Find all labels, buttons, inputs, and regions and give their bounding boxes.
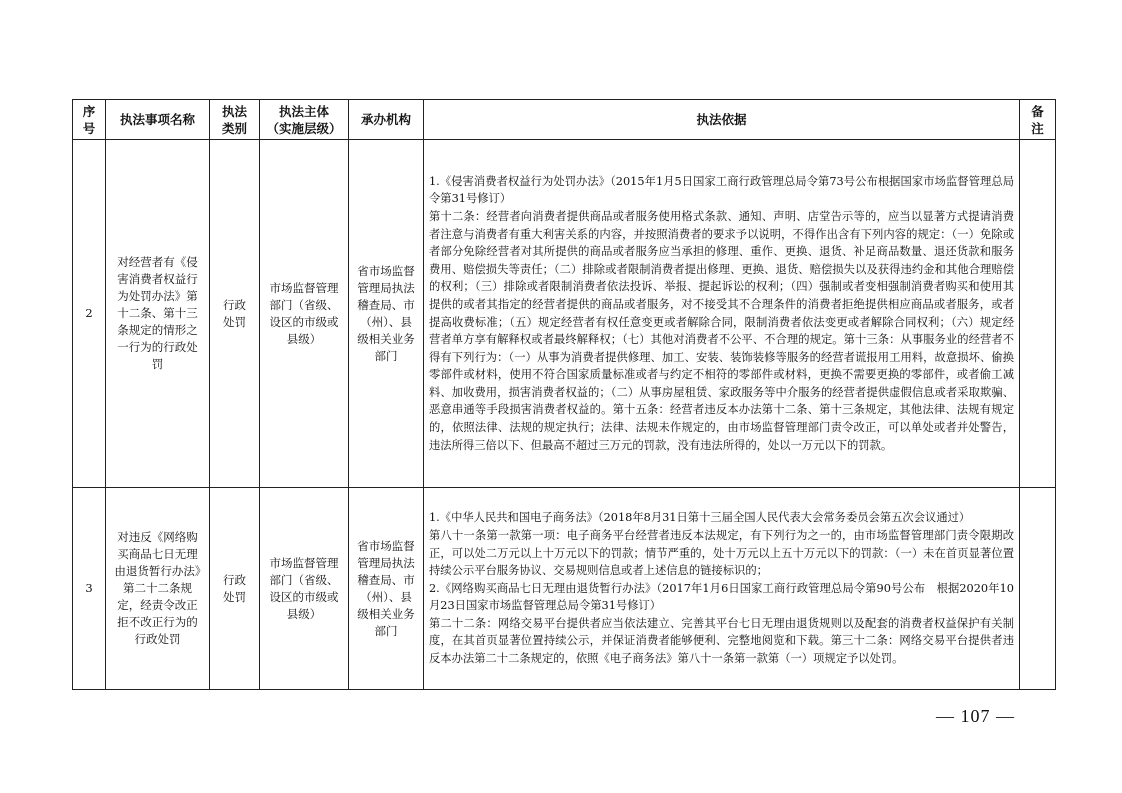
row-name: 对经营者有《侵害消费者权益行为处罚办法》第十二条、第十三条规定的情形之一行为的行政处罚 bbox=[106, 140, 210, 488]
header-type: 执法 类别 bbox=[210, 100, 260, 140]
page-number: — 107 — bbox=[936, 706, 1015, 726]
row-type: 行政处罚 bbox=[210, 140, 260, 488]
row-subject: 市场监督管理部门（省级、设区的市级或县级） bbox=[260, 488, 349, 690]
row-note bbox=[1020, 488, 1056, 690]
row-seq: 3 bbox=[73, 488, 106, 690]
header-row bbox=[73, 100, 1056, 140]
row-type: 行政处罚 bbox=[210, 488, 260, 690]
header-basis: 执法依据 bbox=[424, 100, 1020, 140]
enforcement-table bbox=[72, 99, 1056, 690]
basis-paragraph: 第十二条：经营者向消费者提供商品或者服务使用格式条款、通知、声明、店堂告示等的，应当以显著方式提请消费者注意与消费者有重大利害关系的内容，并按照消费者的要求予以说明，不得作出含有下列内容的规定：（一）免除或者部分免除经营者对其所提供的商品或者服务应当承担的修理、重作、更换、退货、补足商品数量、退还货款和服务费用、赔偿损失等责任；（二）排除或者限制消费者提出修理、更换、退货、赔偿损失以及获得违约金和其他合理赔偿的权利；（三）排除或者限制消费者依法投诉、举报、提起诉讼的权利；（四）强制或者变相强制消费者购买和使用其提供的或者其指定的经营者提供的商品或者服务，对不接受其不合理条件的消费者拒绝提供相应商品或者服务，或者提高收费标准；（五）规定经营者有权任意变更或者解除合同，限制消费者依法变更或者解除合同权利；（六）规定经营者单方享有解释权或者最终解释权；（七）其他对消费者不公平、不合理的规定。第十三条：从事服务业的经营者不得有下列行为：（一）从事为消费者提供修理、加工、安装、装饰装修等服务的经营者谎报用工用料，故意损坏、偷换零部件或材料，使用不符合国家质量标准或者与约定不相符的零部件或材料，更换不需要更换的零部件，或者偷工减料、加收费用，损害消费者权益的；（二）从事房屋租赁、家政服务等中介服务的经营者提供虚假信息或者采取欺骗、恶意串通等手段损害消费者权益的。第十五条：经营者违反本办法第十二条、第十三条规定，其他法律、法规有规定的，依照法律、法规的规定执行；法律、法规未作规定的，由市场监督管理部门责令改正，可以单处或者并处警告，违法所得三倍以下、但最高不超过三万元的罚款，没有违法所得的，处以一万元以下的罚款。 bbox=[429, 209, 1014, 452]
header-seq: 序 号 bbox=[73, 100, 106, 140]
table-row bbox=[73, 140, 1056, 488]
header-subject: 执法主体 （实施层级） bbox=[260, 100, 349, 140]
header-name: 执法事项名称 bbox=[106, 100, 210, 140]
basis-paragraph: 第八十一条第一款第一项：电子商务平台经营者违反本法规定，有下列行为之一的，由市场监督管理部门责令限期改正，可以处二万元以上十万元以下的罚款；情节严重的，处十万元以上五十万元以下的罚款：（一）未在首页显著位置持续公示平台服务协议、交易规则信息或者上述信息的链接标识的； bbox=[429, 528, 1014, 578]
row-subject: 市场监督管理部门（省级、设区的市级或县级） bbox=[260, 140, 349, 488]
header-agency: 承办机构 bbox=[349, 100, 424, 140]
basis-paragraph: 1.《侵害消费者权益行为处罚办法》（2015年1月5日国家工商行政管理总局令第73号公布根据国家市场监督管理总局令第31号修订） bbox=[429, 174, 1014, 206]
row-note bbox=[1020, 140, 1056, 488]
row-basis bbox=[424, 140, 1020, 488]
basis-paragraph: 第二十二条：网络交易平台提供者应当依法建立、完善其平台七日无理由退货规则以及配套的消费者权益保护有关制度，在其首页显著位置持续公示，并保证消费者能够便利、完整地阅览和下载。第三十二条：网络交易平台提供者违反本办法第二十二条规定的，依照《电子商务法》第八十一条第一款第（一）项规定予以处罚。 bbox=[429, 616, 1014, 666]
row-agency: 省市场监督管理局执法稽查局、市（州）、县级相关业务部门 bbox=[349, 488, 424, 690]
header-note: 备 注 bbox=[1020, 100, 1056, 140]
basis-paragraph: 1.《中华人民共和国电子商务法》（2018年8月31日第十三届全国人民代表大会常务委员会第五次会议通过） bbox=[429, 511, 971, 525]
row-name: 对违反《网络购买商品七日无理由退货暂行办法》第二十二条规定，经责令改正拒不改正行为的行政处罚 bbox=[106, 488, 210, 690]
row-agency: 省市场监督管理局执法稽查局、市（州）、县级相关业务部门 bbox=[349, 140, 424, 488]
table-row bbox=[73, 488, 1056, 690]
basis-paragraph: 2.《网络购买商品七日无理由退货暂行办法》（2017年1月6日国家工商行政管理总局令第90号公布 根据2020年10月23日国家市场监督管理总局令第31号修订） bbox=[429, 581, 1014, 613]
row-basis bbox=[424, 488, 1020, 690]
row-seq: 2 bbox=[73, 140, 106, 488]
